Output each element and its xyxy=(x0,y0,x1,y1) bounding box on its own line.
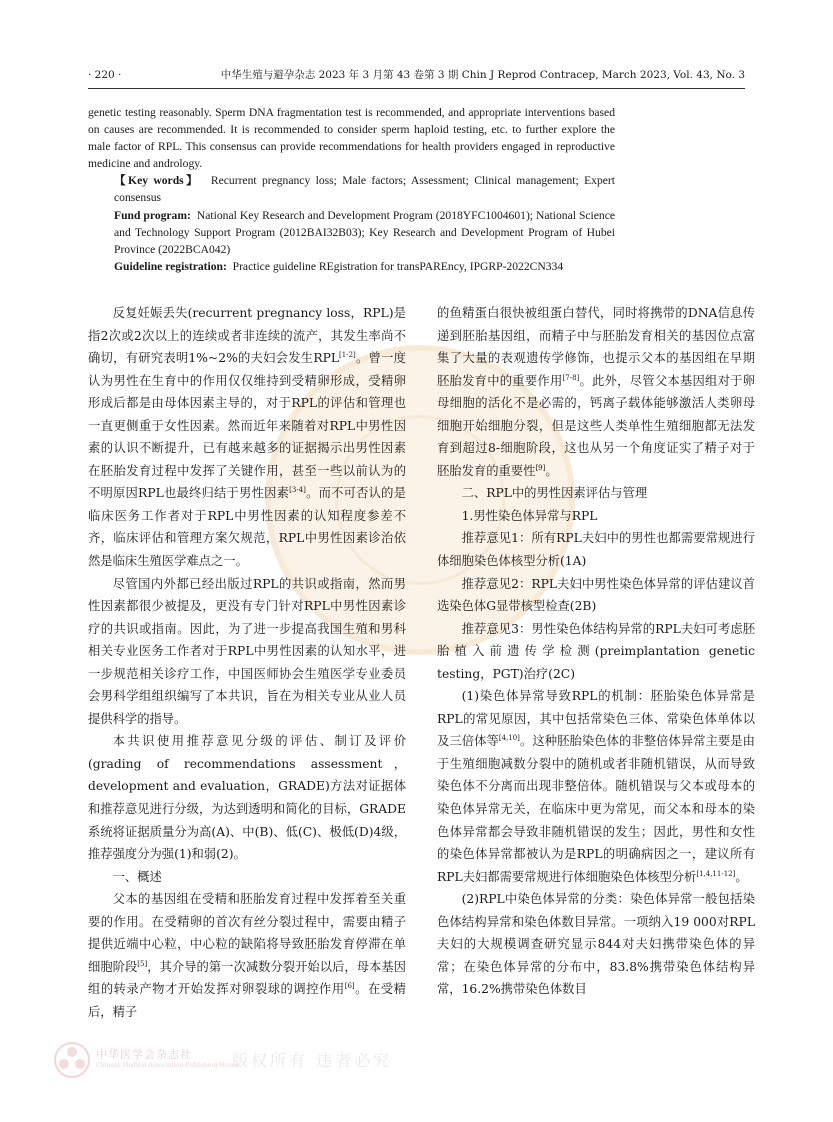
text-run: 父本的基因组在受精和胚胎发育过程中发挥着至关重要的作用。在受精卵的首次有丝分裂过程中，需要由精子提供近端中心粒，中心粒的缺陷将导致胚胎发育停滞在单细胞阶段 xyxy=(88,892,406,974)
citation: [5] xyxy=(137,959,148,968)
page-number: · 220 · xyxy=(88,69,122,81)
text-run: 。 xyxy=(545,463,558,478)
copyright-watermark: 版权所有 违者必究 xyxy=(232,1051,393,1070)
publisher-name-english: Chinese Medical Association Publishing House xyxy=(96,1062,239,1069)
text-run: 。此外，尽管父本基因组对于卵母细胞的活化不是必需的，钙离子载体能够激活人类卵母细胞开始细胞分裂，但是这些人类单性生殖细胞都无法发育到超过8-细胞阶段，这也从另一个角度证实了精子对于胚胎发育的重要性 xyxy=(437,373,755,478)
publisher-name: 中华医学会杂志社 xyxy=(96,1048,192,1061)
left-column xyxy=(88,302,406,1024)
recommendation-3: 推荐意见3：男性染色体结构异常的RPL夫妇可考虑胚胎植入前遗传学检测(preimplantation genetic testing，PGT)治疗(2C) xyxy=(437,621,755,681)
paragraph: 尽管国内外都已经出版过RPL的共识或指南，然而男性因素都很少被提及，更没有专门针对RPL中男性因素诊疗的共识或指南。因此，为了进一步提高我国生殖和男科相关专业医务工作者对于RPL中男性因素的认知水平，进一步规范相关诊疗工作，中国医师协会生殖医学专业委员会男科学组组织编写了本共识，旨在为相关专业从业人员提供科学的指导。 xyxy=(88,576,406,726)
text-run: 的鱼精蛋白很快被组蛋白替代，同时将携带的DNA信息传递到胚胎基因组，而精子中与胚胎发育相关的基因位点富集了大量的表观遗传学修饰，也提示父本的基因组在早期胚胎发育中的重要作用 xyxy=(437,306,755,388)
registration-text: Practice guideline REgistration for transPAREncy, IPGRP-2022CN334 xyxy=(232,259,564,273)
header-rule xyxy=(88,88,745,89)
paragraph xyxy=(88,888,406,1023)
text-run: 。曾一度认为男性在生育中的作用仅仅维持到受精卵形成，受精卵形成后都是由母体因素主导的，对于RPL的评估和管理也一直更侧重于女性因素。然而近年来随着对RPL中男性因素的认识不断提升，已有越来越多的证据揭示出男性因素在胚胎发育过程中发挥了关键作用，甚至一些以前认为的不明原因RPL也最终归结于男性因素 xyxy=(88,351,406,501)
abstract-continuation: genetic testing reasonably. Sperm DNA fragmentation test is recommended, and appropriate interventions based on causes are recommended. It is recommended to consider sperm haploid testing, etc. to further explore the male factor of RPL. This consensus can provide recommendations for health providers engaged in reproductive medicine and andrology. xyxy=(88,106,615,171)
section-heading: 二、RPL中的男性因素评估与管理 xyxy=(461,486,648,501)
paragraph: (2)RPL中染色体异常的分类：染色体异常一般包括染色体结构异常和染色体数目异常。一项纳入19 000对RPL夫妇的大规模调查研究显示844对夫妇携带染色体的异常；在染色体异常的分布中，83.8%携带染色体结构异常，16.2%携带染色体数目 xyxy=(437,892,755,997)
recommendation-2: 推荐意见2：RPL夫妇中男性染色体异常的评估建议首选染色体G显带核型检查(2B) xyxy=(437,576,755,614)
citation: [7-8] xyxy=(562,373,580,382)
citation: [3-4] xyxy=(289,486,306,495)
paragraph xyxy=(88,302,406,573)
registration-label: Guideline registration: xyxy=(114,259,227,273)
text-run: ，其介导的第一次减数分裂开始以后，母本基因组的转录产物才开始发挥对卵裂球的调控作用 xyxy=(88,959,406,997)
publisher-logo-icon xyxy=(52,1040,92,1080)
text-run: 。而不可否认的是临床医务工作者对于RPL中男性因素的认知程度参差不齐，临床评估和管理方案欠规范，RPL中男性因素诊治依然是临床生殖医学难点之一。 xyxy=(88,486,406,569)
citation: [9] xyxy=(535,463,546,472)
citation: [1-2] xyxy=(339,351,356,360)
section-heading: 一、概述 xyxy=(112,869,162,884)
keywords-label: 【Key words】 xyxy=(114,174,201,188)
running-header xyxy=(88,66,745,84)
registration-line xyxy=(88,258,615,275)
citation: [1,4,11-12] xyxy=(696,869,736,878)
citation: [4,10] xyxy=(498,734,520,743)
text-run: 。在受精后，精子 xyxy=(88,982,406,1019)
paragraph: 本共识使用推荐意见分级的评估、制订及评价(grading of recommendations assessment，development and evaluation，GRADE)方法对证据体和推荐意见进行分级，为达到透明和简化的目标，GRADE系统将证据质量分为高(A)、中(B)、低(C)、极低(D)4级，推荐强度分为强(1)和弱(2)。 xyxy=(88,734,406,862)
fund-line xyxy=(88,207,615,258)
fund-text: National Key Research and Development Program (2018YFC1004601); National Science and Technology Support Program (2012BAI32B03); Key Research and Development Program of Hubei Province (2022BCA042) xyxy=(114,208,615,256)
paragraph xyxy=(437,302,755,482)
text-run: 。 xyxy=(735,869,748,884)
paragraph xyxy=(437,685,755,888)
journal-citation: 中华生殖与避孕杂志 2023 年 3 月第 43 卷第 3 期 Chin J Reprod Contracep, March 2023, Vol. 43, No. 3 xyxy=(220,69,745,81)
english-abstract xyxy=(88,104,615,275)
text-run: 。这种胚胎染色体的非整倍体异常主要是由于生殖细胞减数分裂中的随机或者非随机错误，从而导致染色体不分离而出现非整倍体。随机错误与父本或母本的染色体异常无关，在临床中更为常见，而父本和母本的染色体异常都会导致非随机错误的发生；因此，男性和女性的染色体异常都被认为是RPL的明确病因之一，建议所有RPL夫妇都需要常规进行体细胞染色体核型分析 xyxy=(437,734,755,884)
keywords-line xyxy=(88,172,615,206)
text-run: (1)染色体异常导致RPL的机制：胚胎染色体异常是RPL的常见原因，其中包括常染色三体、常染色体单体以及三倍体等 xyxy=(437,689,755,749)
keywords-text: Recurrent pregnancy loss; Male factors; Assessment; Clinical management; Expert consensus xyxy=(114,174,615,205)
text-run: 反复妊娠丢失(recurrent pregnancy loss，RPL)是指2次或2次以上的连续或者非连续的流产，其发生率尚不确切，有研究表明1%~2%的夫妇会发生RPL xyxy=(88,306,406,366)
citation: [6] xyxy=(344,982,355,991)
right-column xyxy=(437,302,755,1001)
subsection-heading: 1.男性染色体异常与RPL xyxy=(461,508,598,523)
fund-label: Fund program: xyxy=(114,208,191,222)
recommendation-1: 推荐意见1：所有RPL夫妇中的男性也都需要常规进行体细胞染色体核型分析(1A) xyxy=(437,531,755,569)
